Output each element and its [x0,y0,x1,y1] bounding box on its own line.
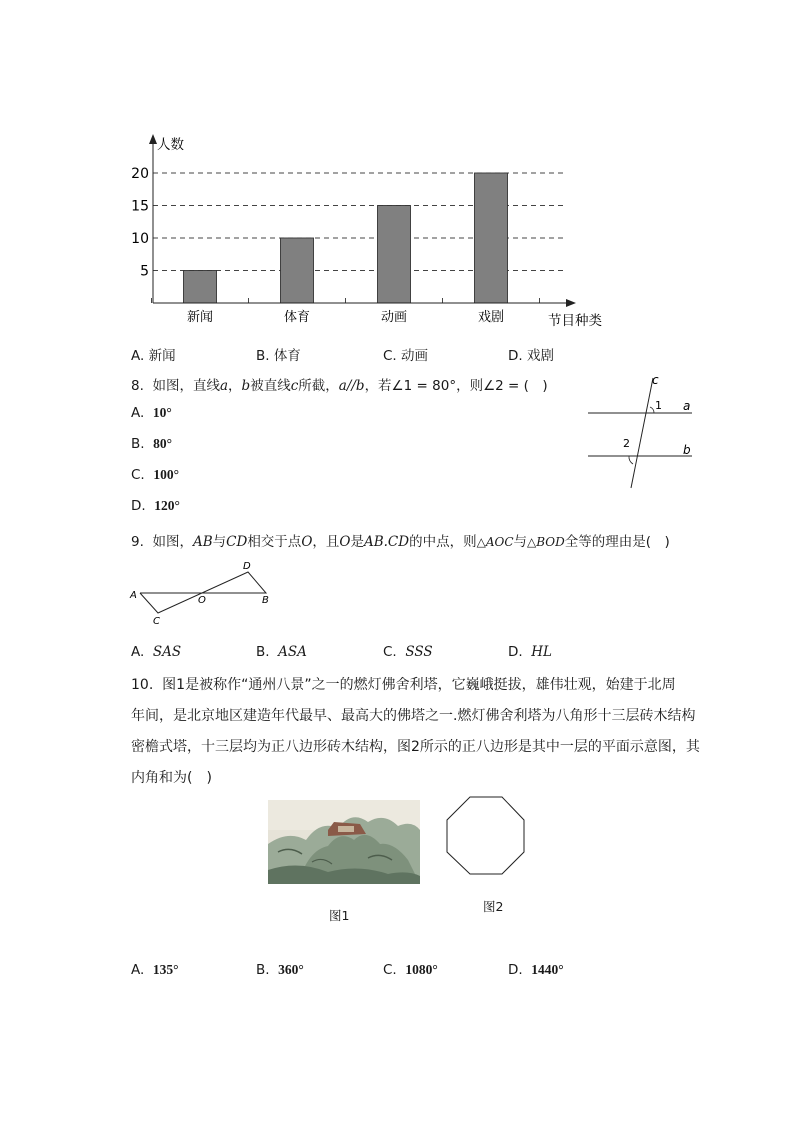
fig1-caption: 图1 [329,908,350,923]
angle1-arc [650,407,654,413]
q10-option-c[interactable]: C. 1080° [383,962,438,978]
q10-option-a[interactable]: A. 135° [131,962,179,978]
line-c [631,378,653,488]
q8-option-d[interactable]: D. 120° [131,498,180,514]
y-axis-arrow [149,134,157,144]
label-O: O [198,595,206,606]
q8-option-a[interactable]: A. 10° [131,405,172,421]
label-angle2: 2 [623,437,630,450]
octagon-figure [444,794,528,878]
q9-stem: 9. 如图，AB与CD相交于点O，且O是AB.CD的中点，则△AOC与△BOD全等的理由是( ) [131,534,670,550]
bar [475,173,508,303]
label-b: b [683,443,691,457]
q7-option-d[interactable]: D. 戏剧 [508,348,554,364]
q10-option-b[interactable]: B. 360° [256,962,304,978]
y-tick-label: 20 [131,166,149,182]
bar [378,206,411,304]
q8-stem: 8. 如图，直线a，b被直线c所截，a//b，若∠1 = 80°，则∠2 = ( ) [131,378,548,394]
q10-line-2: 年间，是北京地区建造年代最早、最高大的佛塔之一.燃灯佛舍利塔为八角形十三层砖木结构 [131,708,696,724]
angle2-arc [629,456,633,464]
label-C: C [153,616,160,627]
label-c: c [652,373,659,387]
x-tick-label: 戏剧 [477,310,505,325]
fig2-caption: 图2 [483,899,504,914]
q7-option-c[interactable]: C. 动画 [383,348,429,364]
y-tick-label: 10 [131,231,149,247]
label-a: a [683,399,691,413]
x-tick-label: 新闻 [186,310,214,325]
y-axis-label: 人数 [157,137,184,153]
x-axis-label: 节目种类 [548,313,602,329]
bar [281,238,314,303]
q10-stem [131,670,700,794]
q7-option-b[interactable]: B. 体育 [256,348,301,364]
q10-option-d[interactable]: D. 1440° [508,962,564,978]
q9-option-c[interactable]: C. SSS [383,644,433,660]
triangles [140,572,266,613]
x-axis-arrow [566,299,576,307]
label-B: B [262,595,269,606]
bar-chart [0,0,794,340]
q10-line-3: 密檐式塔，十三层均为正八边形砖木结构，图2所示的正八边形是其中一层的平面示意图，其 [131,739,700,755]
q9-option-a[interactable]: A. SAS [131,644,182,660]
label-angle1: 1 [655,399,662,412]
q8-option-b[interactable]: B. 80° [131,436,173,452]
pagoda-painting-image [268,800,420,884]
q10-line-4: 内角和为( ) [131,770,212,786]
label-D: D [243,561,251,572]
q9-option-b[interactable]: B. ASA [256,644,307,660]
q9-option-d[interactable]: D. HL [508,644,553,660]
y-tick-label: 15 [131,198,149,215]
q9-figure [126,558,276,628]
x-tick-label: 动画 [380,310,408,325]
q10-line-1: 10. 图1是被称作“通州八景”之一的燃灯佛舍利塔，它巍峨挺拔，雄伟壮观，始建于北周 [131,677,676,693]
x-tick-label: 体育 [283,310,311,325]
q7-option-a[interactable]: A. 新闻 [131,348,176,364]
q8-option-c[interactable]: C. 100° [131,467,179,483]
q8-figure [580,370,700,495]
label-A: A [130,590,137,601]
y-tick-label: 5 [140,263,149,280]
bar [184,271,217,304]
